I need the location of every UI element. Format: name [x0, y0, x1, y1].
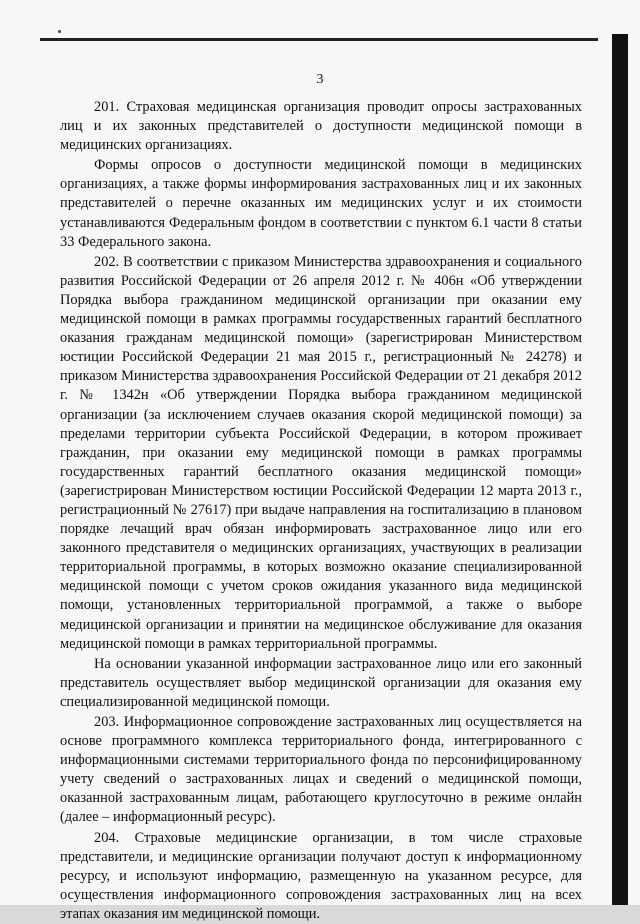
page-number: 3 [316, 72, 324, 87]
top-rule [40, 38, 598, 41]
paragraph-201-forms: Формы опросов о доступности медицинской помощи в медицинских организациях, а также формы информирования застрахованных лиц и их законных представителей о перечне оказанных им медицинских услуг и их стоимости устанавливаются Федеральным фондом в соответствии с пунктом 6.1 части 8 статьи 33 Федерального закона. [60, 157, 582, 250]
document-body [60, 98, 582, 924]
paragraph-201: 201. Страховая медицинская организация проводит опросы застрахованных лиц и их законных представителей о доступности медицинской помощи в медицинских организациях. [60, 99, 582, 154]
paragraph-202: 202. В соответствии с приказом Министерства здравоохранения и социального развития Российской Федерации от 26 апреля 2012 г. № 406н «Об утверждении Порядка выбора гражданином медицинской организации при оказании ему медицинской помощи в рамках программы государственных гарантий бесплатного оказания гражданам медицинской помощи» (зарегистрирован Министерством юстиции Российской Федерации 21 мая 2015 г., регистрационный № 24278) и приказом Министерства здравоохранения Российской Федерации от 21 декабря 2012 г. № 1342н «Об утверждении Порядка выбора гражданином медицинской организации (за исключением случаев оказания скорой медицинской помощи) за пределами территории субъекта Российской Федерации, в котором проживает гражданин, при оказании ему медицинской помощи в рамках программы государственных гарантий бесплатного оказания медицинской помощи» (зарегистрирован Министерством юстиции Российской Федерации 12 марта 2013 г., регистрационный № 27617) при выдаче направления на госпитализацию в плановом порядке лечащий врач обязан информировать застрахованное лицо или его законного представителя о медицинских организациях, участвующих в реализации территориальной программы, в которых возможно оказание специализированной медицинской помощи с учетом сроков ожидания указанного вида медицинской помощи, установленных территориальной программой, а также о выборе медицинской организации и принятии на медицинское обслуживание для оказания медицинской помощи в рамках территориальной программы. [60, 253, 582, 652]
paragraph-204: 204. Страховые медицинские организации, в том числе страховые представители, и медицинские организации получают доступ к информационному ресурсу, и используют информацию, размещенную на указанном ресурсе, для осуществления информационного сопровождения застрахованных лиц на всех этапах оказания им медицинской помощи. [60, 829, 582, 922]
scan-speck [58, 30, 61, 33]
scan-edge-bar [612, 34, 628, 905]
paragraph-203: 203. Информационное сопровождение застрахованных лиц осуществляется на основе программного комплекса территориального фонда, интегрированного с информационными системами территориального фонда по персонифицированному учету сведений о застрахованных лицах и сведений о медицинской помощи, оказанной застрахованным лицам, работающего круглосуточно в режиме онлайн (далее – информационный ресурс). [60, 714, 582, 826]
paragraph-202-choice: На основании указанной информации застрахованное лицо или его законный представитель осуществляет выбор медицинской организации для оказания ему специализированной медицинской помощи. [60, 655, 582, 710]
